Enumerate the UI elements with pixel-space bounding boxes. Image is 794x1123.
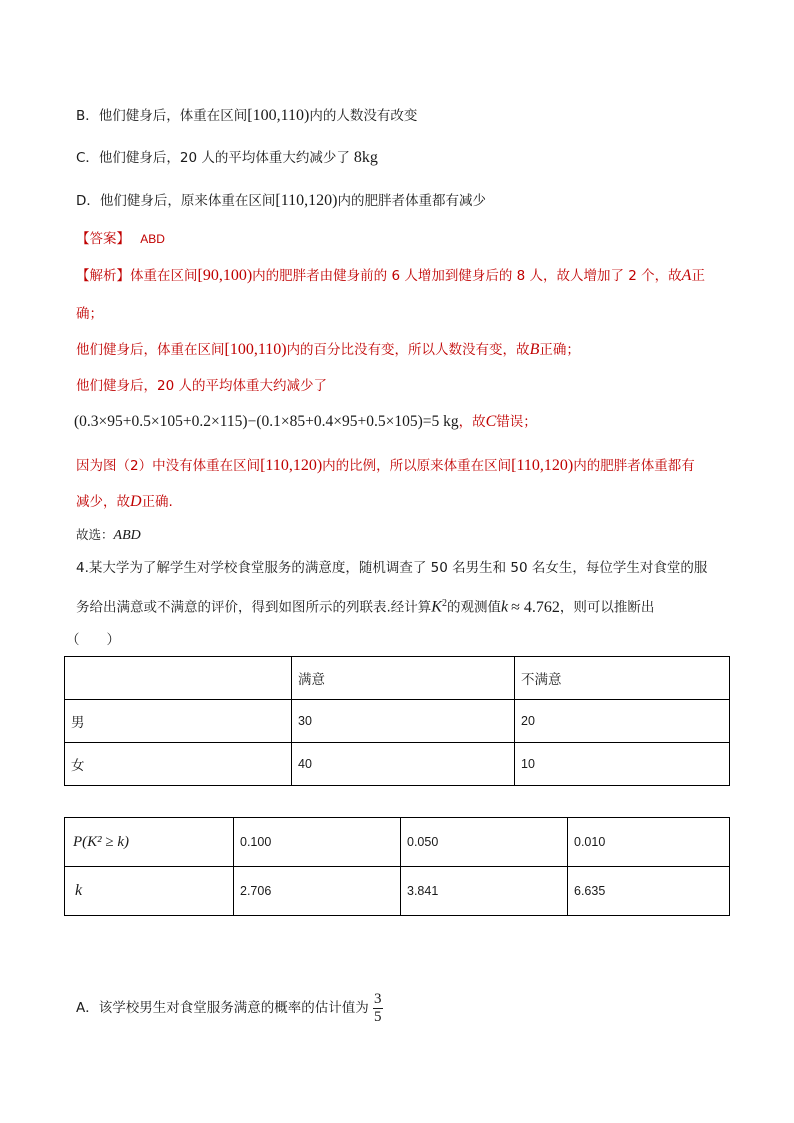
analysis-text: 正确； bbox=[539, 342, 580, 358]
analysis-text: ，故 bbox=[458, 414, 486, 430]
table-cell: 20 bbox=[515, 700, 730, 743]
analysis-var: C bbox=[485, 413, 497, 430]
fraction-numerator: 3 bbox=[374, 990, 382, 1007]
option-d-text-end: 内的肥胖者体重都有减少 bbox=[337, 193, 486, 209]
option-d-text: D．他们健身后，原来体重在区间 bbox=[76, 193, 276, 209]
analysis-line-7 bbox=[76, 492, 173, 512]
analysis-line-1 bbox=[76, 266, 705, 286]
analysis-text: 内的百分比没有变，所以人数没有变，故 bbox=[286, 342, 530, 358]
table-header-cell bbox=[65, 657, 292, 700]
analysis-text: 内的肥胖者由健身前的 6 人增加到健身后的 8 人，故人增加了 2 个，故 bbox=[252, 268, 682, 284]
question-text: ，则可以推断出 bbox=[559, 599, 655, 616]
analysis-var: B bbox=[529, 341, 540, 358]
analysis-var: D bbox=[130, 493, 142, 510]
question-text: 的观测值 bbox=[446, 599, 501, 616]
option-b bbox=[76, 106, 417, 126]
var-k: k bbox=[500, 598, 509, 616]
table-cell: 男 bbox=[65, 700, 292, 743]
option-c-text: C．他们健身后，20 人的平均体重大约减少了 bbox=[76, 150, 350, 166]
answer-blank: （ ） bbox=[66, 632, 120, 648]
option-b-interval: [100,110) bbox=[247, 107, 310, 124]
table-row bbox=[65, 657, 730, 700]
question-4-line-1 bbox=[76, 558, 707, 578]
table-header-cell: 不满意 bbox=[515, 657, 730, 700]
question-text: 4.某大学为了解学生对学校食堂服务的满意度，随机调查了 50 名男生和 50 名女生，每位学生对食堂的服 bbox=[76, 560, 708, 576]
var-K: K bbox=[431, 598, 442, 616]
table-header-cell: 满意 bbox=[292, 657, 515, 700]
option-b-text: B．他们健身后，体重在区间 bbox=[76, 108, 248, 124]
option-a-text: A．该学校男生对食堂服务满意的概率的估计值为 bbox=[76, 1000, 369, 1016]
table-cell: 0.010 bbox=[568, 818, 730, 867]
analysis-interval: [110,120) bbox=[511, 457, 574, 474]
table-row bbox=[65, 818, 730, 867]
analysis-text: 错误； bbox=[496, 414, 537, 430]
choose-label: 故选： bbox=[76, 527, 114, 542]
analysis-text: 体重在区间 bbox=[130, 268, 198, 284]
table-cell: 女 bbox=[65, 743, 292, 786]
table-cell: k bbox=[65, 867, 234, 916]
analysis-line-6 bbox=[76, 456, 695, 476]
table-cell: 0.050 bbox=[401, 818, 568, 867]
answer-label: 【答案】 bbox=[76, 231, 130, 247]
analysis-text: 内的比例，所以原来体重在区间 bbox=[322, 458, 512, 474]
analysis-line-3 bbox=[76, 340, 580, 360]
table-row bbox=[65, 700, 730, 743]
exponent: 2 bbox=[441, 598, 447, 609]
analysis-line-4 bbox=[76, 376, 327, 396]
table-cell: 10 bbox=[515, 743, 730, 786]
analysis-text: 减少，故 bbox=[76, 494, 130, 510]
option-c bbox=[76, 148, 378, 168]
answer-line bbox=[76, 229, 165, 249]
choose-line bbox=[76, 525, 141, 546]
analysis-text: 正确. bbox=[141, 494, 173, 510]
analysis-text: 确； bbox=[76, 306, 103, 322]
table-cell: 0.100 bbox=[234, 818, 401, 867]
analysis-interval: [100,110) bbox=[224, 341, 287, 358]
option-c-value: 8kg bbox=[353, 149, 378, 166]
analysis-text: 正 bbox=[691, 268, 705, 284]
table-cell: 2.706 bbox=[234, 867, 401, 916]
table-cell: 6.635 bbox=[568, 867, 730, 916]
contingency-table bbox=[64, 656, 730, 786]
analysis-text: 内的肥胖者体重都有 bbox=[573, 458, 695, 474]
table-cell: P(K² ≥ k) bbox=[65, 818, 234, 867]
analysis-label: 【解析】 bbox=[76, 268, 130, 284]
fraction-denominator: 5 bbox=[374, 1008, 382, 1025]
analysis-interval: [90,100) bbox=[197, 267, 253, 284]
table-cell: 40 bbox=[292, 743, 515, 786]
critical-value-table bbox=[64, 817, 730, 916]
option-b-text-end: 内的人数没有改变 bbox=[309, 108, 418, 124]
choose-value: ABD bbox=[113, 528, 141, 543]
table-row bbox=[65, 743, 730, 786]
approx-value: ≈ 4.762 bbox=[511, 598, 560, 616]
option-d bbox=[76, 191, 486, 211]
table-cell: 30 bbox=[292, 700, 515, 743]
question-text: 务给出满意或不满意的评价，得到如图所示的列联表.经计算 bbox=[76, 599, 432, 616]
analysis-line-2 bbox=[76, 304, 103, 324]
fraction bbox=[373, 991, 383, 1026]
option-a bbox=[76, 990, 383, 1026]
analysis-text: 因为图（2）中没有体重在区间 bbox=[76, 458, 261, 474]
table-row bbox=[65, 867, 730, 916]
analysis-interval: [110,120) bbox=[260, 457, 323, 474]
formula: (0.3×95+0.5×105+0.2×115)−(0.1×85+0.4×95+0.5×105)=5 kg bbox=[74, 413, 459, 430]
table-cell: 3.841 bbox=[401, 867, 568, 916]
analysis-line-5 bbox=[74, 412, 537, 432]
question-4-line-2 bbox=[76, 594, 654, 618]
question-4-line-3 bbox=[66, 630, 120, 650]
analysis-text: 他们健身后，20 人的平均体重大约减少了 bbox=[76, 378, 327, 394]
answer-value: ABD bbox=[140, 232, 165, 246]
option-d-interval: [110,120) bbox=[275, 192, 338, 209]
analysis-text: 他们健身后，体重在区间 bbox=[76, 342, 225, 358]
analysis-var: A bbox=[681, 267, 692, 284]
